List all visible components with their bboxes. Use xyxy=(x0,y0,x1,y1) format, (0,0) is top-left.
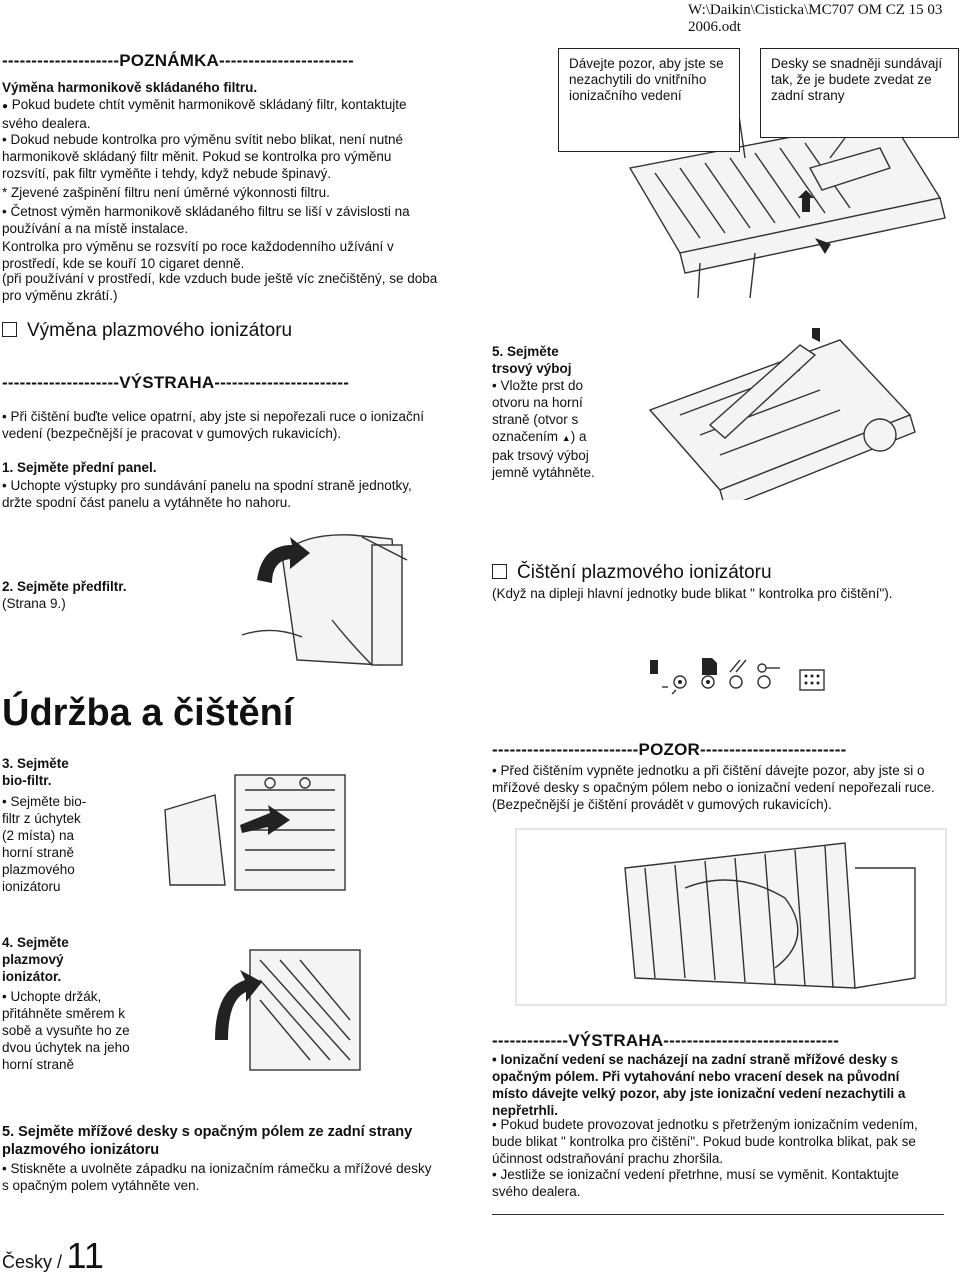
page-main-title: Údržba a čištění xyxy=(2,692,294,734)
note-paragraph-6: (při používání v prostředí, kde vzduch bude ještě víc znečištěný, se doba pro výměnu zkrátí.) xyxy=(2,271,438,303)
note-paragraph-3: * Zjevené zašpinění filtru není úměrné výkonnosti filtru. xyxy=(2,185,330,200)
warning-item-3: • Jestliže se ionizační vedení přetrhne, musí se vyměnit. Kontaktujte svého dealera. xyxy=(492,1167,899,1199)
note-paragraph-5: Kontrolka pro výměnu se rozsvítí po roce každodenního užívání v prostředí, kde se kouří 10 cigaret denně. xyxy=(2,239,394,271)
step5-right-text: • Vložte prst do otvoru na horní straně (otvor s označením ▲) a pak trsový výboj jemně vytáhněte. xyxy=(492,378,595,480)
section-title-clean-ionizer: Čištění plazmového ionizátoru xyxy=(492,562,772,584)
note-divider: --------------------POZNÁMKA----------------------- xyxy=(2,51,354,70)
note-paragraph-2: • Dokud nebude kontrolka pro výměnu svítit nebo blikat, není nutné harmonikově skládaný filtr měnit. Pokud se kontrolka pro výměnu rozsvítí, pak filtr vyměňte i tehdy, když nebude špinavý. xyxy=(2,132,403,181)
step2-subtitle: (Strana 9.) xyxy=(2,596,66,611)
step5-title: 5. Sejměte mřížové desky s opačným pólem ze zadní strany plazmového ionizátoru xyxy=(2,1124,413,1158)
brush-discharge-illustration xyxy=(640,320,940,500)
checkbox-icon xyxy=(492,564,507,579)
step1-title: 1. Sejměte přední panel. xyxy=(2,460,157,475)
bio-filter-illustration xyxy=(150,765,360,895)
note-title: Výměna harmonikově skládaného filtru. xyxy=(2,80,258,95)
callout-plates-lift: Desky se snadněji sundávají tak, že je budete zvedat ze zadní strany xyxy=(760,48,959,138)
front-panel-illustration xyxy=(232,525,417,675)
section-end-rule xyxy=(492,1214,944,1215)
key-icon xyxy=(758,664,766,672)
caution-divider: -------------------------POZOR------------------------- xyxy=(492,740,847,759)
ionizer-icon xyxy=(730,660,746,672)
callout-ionizer-wire: Dávejte pozor, aby jste se nezachytili do vnitřního ionizačního vedení xyxy=(558,48,740,152)
warning-divider: --------------------VÝSTRAHA----------------------- xyxy=(2,373,350,392)
cleaning-illustration xyxy=(515,828,955,1008)
bullet-icon: ● xyxy=(2,101,9,112)
indicator-panel-illustration xyxy=(640,652,850,700)
page-footer xyxy=(2,1235,104,1277)
filter-icon xyxy=(650,660,658,674)
step3-title: 3. Sejměte bio-filtr. xyxy=(2,756,69,788)
triangle-mark-icon: ▲ xyxy=(561,433,571,443)
step5-text: • Stiskněte a uvolněte západku na ionizačním rámečku a mřížové desky s opačným polem vytáhněte ven. xyxy=(2,1161,432,1193)
file-path-header: W:\Daikin\Cisticka\MC707 OM CZ 15 03 2006.odt xyxy=(688,2,943,35)
step1-text: • Uchopte výstupky pro sundávání panelu na spodní straně jednotky, držte spodní část panelu a vytáhněte ho nahoru. xyxy=(2,478,412,510)
step3-text: • Sejměte bio-filtr z úchytek (2 místa) na horní straně plazmového ionizátoru xyxy=(2,794,87,894)
warning-divider-2: -------------VÝSTRAHA------------------------------ xyxy=(492,1031,840,1050)
note-paragraph-4: • Četnost výměn harmonikově skládaného filtru se liší v závislosti na používání a na místě instalace. xyxy=(2,204,410,236)
caution-text: • Před čištěním vypněte jednotku a při čištění dávejte pozor, aby jste si o mřížové desky s opačným pólem nebo o ionizační vedení nepořezali ruce. (Bezpečnější je čištění provádět v gumových rukavicích). xyxy=(492,763,935,812)
step4-text: • Uchopte držák, přitáhněte směrem k sobě a vysuňte ho ze dvou úchytek na jeho horní straně xyxy=(2,989,130,1072)
checkbox-icon xyxy=(2,322,17,337)
warning-item-1: • Ionizační vedení se nacházejí na zadní straně mřížové desky s opačným pólem. Při vytahování nebo vracení desek na původní místo dávejte velký pozor, aby jste ionizační vedení nezachytili a nepřetrhli. xyxy=(492,1052,906,1118)
note-paragraph-1: ● Pokud budete chtít vyměnit harmonikově skládaný filtr, kontaktujte svého dealera. xyxy=(2,97,407,131)
footer-language: Česky / xyxy=(2,1252,63,1272)
cleaning-subtitle: (Když na dipleji hlavní jednotky bude blikat " kontrolka pro čištění"). xyxy=(492,586,893,601)
warning-text: • Při čištění buďte velice opatrní, aby jste si nepořezali ruce o ionizační vedení (bezpečnější je pracovat v gumových rukavicích). xyxy=(2,409,424,441)
warning-item-2: • Pokud budete provozovat jednotku s přetrženým ionizačním vedením, bude blikat " kontrolka pro čištění". Pokud bude kontrolka blikat, pak se účinnost odstraňování prachu zhoršila. xyxy=(492,1117,918,1166)
step5-right-title: 5. Sejměte trsový výboj xyxy=(492,344,572,376)
plasma-ionizer-illustration xyxy=(210,940,370,1075)
step4-title: 4. Sejměte plazmový ionizátor. xyxy=(2,935,69,984)
step2-title: 2. Sejměte předfiltr. xyxy=(2,579,127,594)
sheet-icon xyxy=(702,658,717,675)
section-title-replace-ionizer: Výměna plazmového ionizátoru xyxy=(2,320,292,342)
page-number: 11 xyxy=(66,1235,104,1276)
